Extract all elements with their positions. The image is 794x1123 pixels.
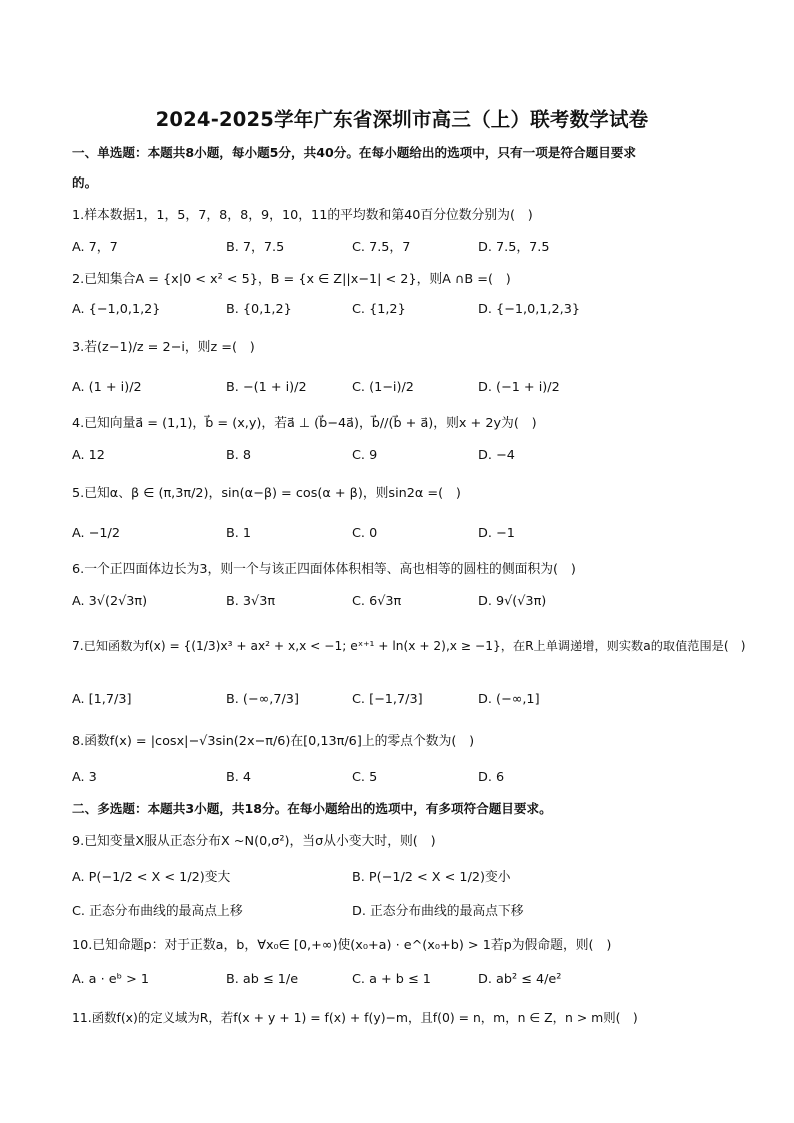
option-b: B. ab ≤ 1/e <box>226 972 299 987</box>
question-1-options <box>72 238 732 258</box>
question-5-stem: 5.已知α、β ∈ (π,3π/2)，sin(α−β) = cos(α + β)，则sin2α =( ) <box>72 486 461 501</box>
option-b: B. P(−1/2 < X < 1/2)变小 <box>352 870 511 885</box>
option-b: B. 8 <box>226 448 252 463</box>
question-10-options <box>72 970 732 990</box>
option-c: C. 0 <box>352 526 378 541</box>
option-d: D. (−∞,1] <box>478 692 540 707</box>
question-1-stem: 1.样本数据1，1，5，7，8，8，9，10，11的平均数和第40百分位数分别为( ) <box>72 208 533 223</box>
option-a: A. a · eᵇ > 1 <box>72 972 150 987</box>
option-d: D. 正态分布曲线的最高点下移 <box>352 904 524 919</box>
option-d: D. 7.5，7.5 <box>478 240 550 255</box>
section-multi-header <box>72 794 732 824</box>
question-3-stem: 3.若(z−1)/z = 2−i，则z =( ) <box>72 340 255 355</box>
option-d: D. 9√(√3π) <box>478 594 547 609</box>
question-9-options-row1 <box>72 868 732 888</box>
option-b: B. {0,1,2} <box>226 302 292 317</box>
option-a: A. P(−1/2 < X < 1/2)变大 <box>72 870 231 885</box>
question-8-options <box>72 768 732 788</box>
option-b: B. 3√3π <box>226 594 276 609</box>
question-4-stem: 4.已知向量a⃗ = (1,1)，b⃗ = (x,y)，若a⃗ ⊥ (b⃗−4a⃗)，b⃗//(b⃗ + a⃗)，则x + 2y为( ) <box>72 416 537 431</box>
option-a: A. (1 + i)/2 <box>72 380 142 395</box>
option-d: D. ab² ≤ 4/e² <box>478 972 562 987</box>
question-2-options <box>72 300 732 320</box>
question-7-stem: 7.已知函数为f(x) = {(1/3)x³ + ax² + x,x < −1; eˣ⁺¹ + ln(x + 2),x ≥ −1}，在R上单调递增，则实数a的取值范围是( ) <box>72 639 746 653</box>
option-c: C. [−1,7/3] <box>352 692 423 707</box>
option-a: A. 3√(2√3π) <box>72 594 148 609</box>
question-8-stem: 8.函数f(x) = |cosx|−√3sin(2x−π/6)在[0,13π/6]上的零点个数为( ) <box>72 734 475 749</box>
section-multi-header-text: 二、多选题：本题共3小题，共18分。在每小题给出的选项中，有多项符合题目要求。 <box>72 801 552 816</box>
option-b: B. −(1 + i)/2 <box>226 380 307 395</box>
question-6-stem: 6.一个正四面体边长为3，则一个与该正四面体体积相等、高也相等的圆柱的侧面积为( ) <box>72 562 576 577</box>
option-d: D. (−1 + i)/2 <box>478 380 560 395</box>
option-d: D. {−1,0,1,2,3} <box>478 302 580 317</box>
question-6-options <box>72 592 732 612</box>
option-c: C. 7.5，7 <box>352 240 411 255</box>
option-a: A. 3 <box>72 770 97 785</box>
option-d: D. −4 <box>478 448 515 463</box>
option-d: D. 6 <box>478 770 505 785</box>
question-3-options <box>72 378 732 398</box>
question-5-options <box>72 524 732 544</box>
question-9-options-row2 <box>72 902 732 922</box>
section-single-header-line1: 一、单选题：本题共8小题，每小题5分，共40分。在每小题给出的选项中，只有一项是符合题目要求 <box>72 145 636 160</box>
option-a: A. 12 <box>72 448 105 463</box>
option-a: A. [1,7/3] <box>72 692 132 707</box>
section-single-header-line2: 的。 <box>72 175 98 190</box>
question-10-stem: 10.已知命题p：对于正数a，b，∀x₀∈ [0,+∞)使(x₀+a) · e^(x₀+b) > 1若p为假命题，则( ) <box>72 938 612 953</box>
question-4-options <box>72 446 732 466</box>
option-a: A. {−1,0,1,2} <box>72 302 161 317</box>
question-9-stem: 9.已知变量X服从正态分布X ~N(0,σ²)，当σ从小变大时，则( ) <box>72 834 436 849</box>
question-2-stem: 2.已知集合A = {x|0 < x² < 5}，B = {x ∈ Z||x−1| < 2}，则A ∩B =( ) <box>72 272 511 287</box>
option-a: A. 7，7 <box>72 240 118 255</box>
option-c: C. 6√3π <box>352 594 402 609</box>
option-b: B. 1 <box>226 526 252 541</box>
option-d: D. −1 <box>478 526 515 541</box>
option-c: C. 5 <box>352 770 378 785</box>
section-single-header <box>72 138 732 198</box>
question-11-stem: 11.函数f(x)的定义域为R，若f(x + y + 1) = f(x) + f(y)−m，且f(0) = n，m，n ∈ Z，n > m则( ) <box>72 1010 638 1025</box>
option-b: B. 7，7.5 <box>226 240 285 255</box>
option-c: C. 正态分布曲线的最高点上移 <box>72 904 243 919</box>
option-b: B. (−∞,7/3] <box>226 692 299 707</box>
option-c: C. a + b ≤ 1 <box>352 972 431 987</box>
option-a: A. −1/2 <box>72 526 120 541</box>
question-7-options <box>72 690 732 710</box>
page-title: 2024-2025学年广东省深圳市高三（上）联考数学试卷 <box>155 108 649 131</box>
option-b: B. 4 <box>226 770 252 785</box>
option-c: C. 9 <box>352 448 378 463</box>
option-c: C. {1,2} <box>352 302 406 317</box>
option-c: C. (1−i)/2 <box>352 380 414 395</box>
